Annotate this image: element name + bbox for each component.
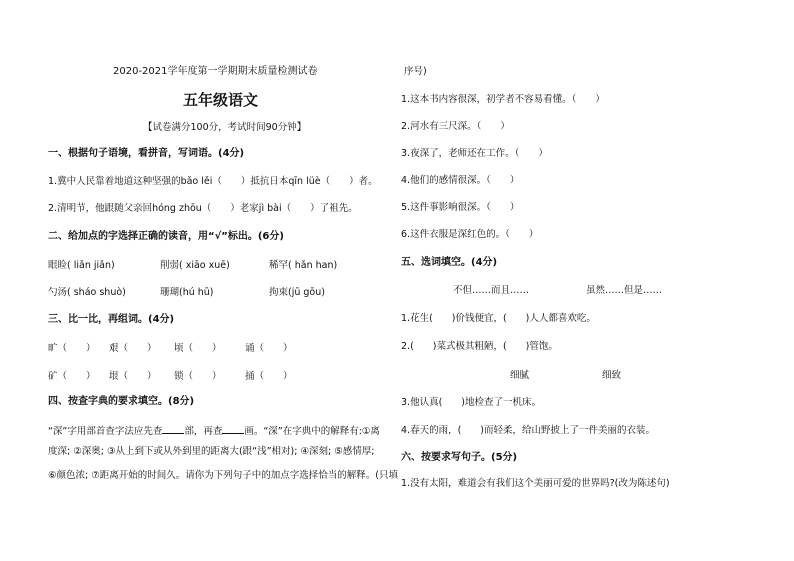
- s5-option: 细致: [602, 370, 622, 381]
- section-2-heading: 二、给加点的字选择正确的读音，用“√”标出。(6分): [48, 231, 284, 242]
- s3-item: 垠（ ）: [109, 371, 157, 382]
- s5-option: 不但……而且……: [453, 285, 530, 296]
- s1-question-2: 2.清明节，他跟随父亲回hóng zhōu（ ）老家jì bài（ ）了祖先。: [48, 203, 358, 214]
- s4-question-1: 1.这本书内容很深，初学者不容易看懂。（ ）: [401, 94, 605, 105]
- s4-question-6: 6.这件衣服是深红色的。（ ）: [401, 229, 539, 240]
- exam-title: 五年级语文: [183, 91, 259, 109]
- section-6-heading: 六、按要求写句子。(5分): [401, 452, 518, 463]
- section-1-heading: 一、根据句子语境，看拼音，写词语。(4分): [48, 148, 245, 159]
- s3-item: 矿（ ）: [48, 371, 96, 382]
- s2-item: 珊瑚(hú hū): [160, 287, 214, 298]
- s2-item: 眼睑( liǎn jiǎn): [48, 260, 115, 271]
- s6-question-1: 1.没有太阳，难道会有我们这个美丽可爱的世界吗?(改为陈述句): [401, 478, 670, 489]
- s5-question-2: 2.( )菜式极其粗陋，( )管饱。: [401, 341, 558, 352]
- section-3-heading: 三、比一比，再组词。(4分): [48, 314, 175, 325]
- s3-item: 顷（ ）: [174, 343, 222, 354]
- s5-question-1: 1.花生( )价钱便宜，( )人人都喜欢吃。: [401, 313, 596, 324]
- s5-option: 细腻: [510, 370, 530, 381]
- s5-option: 虽然……但是……: [586, 285, 663, 296]
- s2-item: 勺汤( sháo shuò): [48, 287, 126, 298]
- s3-item: 旷（ ）: [48, 343, 96, 354]
- s3-item: 锁（ ）: [174, 371, 222, 382]
- s2-item: 拘束(jū gōu): [269, 287, 325, 298]
- s3-item: 艰（ ）: [109, 343, 157, 354]
- s4-question-4: 4.他们的感情很深。（ ）: [401, 175, 520, 186]
- s5-question-3: 3.他认真( )地检查了一机床。: [401, 397, 541, 408]
- s2-item: 稀罕( hǎn han): [269, 260, 338, 271]
- s4-line-3: ⑥颜色浓; ⑦距离开始的时间久。请你为下列句子中的加点字选择恰当的解释。(只填: [48, 470, 398, 481]
- s4-question-3: 3.夜深了，老师还在工作。（ ）: [401, 148, 548, 159]
- s4-question-5: 5.这件事影响很深。（ ）: [401, 202, 520, 213]
- s4-question-2: 2.河水有三尺深。（ ）: [401, 121, 510, 132]
- s3-item: 捅（ ）: [245, 371, 293, 382]
- s3-item: 诵（ ）: [245, 343, 293, 354]
- s4-continuation: 序号): [404, 66, 427, 77]
- s5-question-4: 4.春天的雨，( )而轻柔，给山野披上了一件美丽的衣装。: [401, 425, 655, 436]
- s4-line-1: “深”字用部首查字法应先查 部，再查 画。“深”在字典中的解释有:①离: [48, 426, 380, 437]
- section-4-heading: 四、按查字典的要求填空。(8分): [48, 396, 195, 407]
- section-5-heading: 五、选词填空。(4分): [401, 257, 498, 268]
- exam-info: 【试卷满分100分，考试时间90分钟】: [143, 122, 307, 133]
- s1-question-1: 1.冀中人民靠着地道这种坚强的bǎo lěi（ ）抵抗日本qīn lüè（ ）者。: [48, 176, 378, 187]
- exam-header: 2020-2021学年度第一学期期末质量检测试卷: [113, 66, 318, 77]
- s4-line-2: 度深; ②深奥; ③从上到下或从外到里的距离大(跟“浅”相对); ④深刻; ⑤感情厚;: [48, 446, 375, 457]
- s2-item: 削弱( xiāo xuē): [160, 260, 230, 271]
